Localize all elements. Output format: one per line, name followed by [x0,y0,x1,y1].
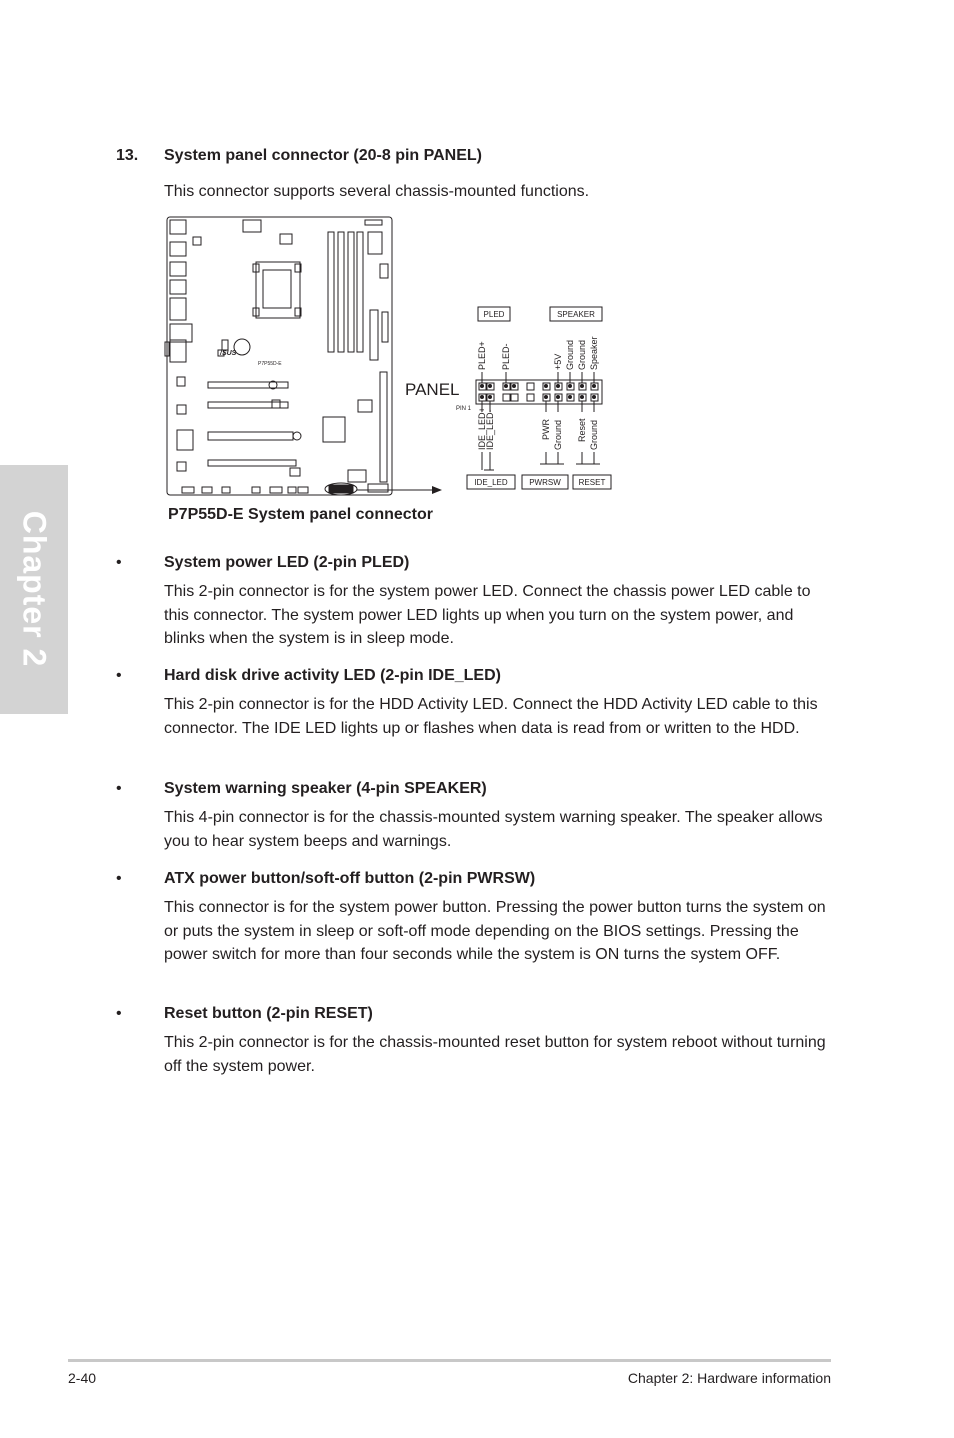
footer-divider [68,1359,831,1362]
section-intro: This connector supports several chassis-mounted functions. [164,183,590,200]
bullet-marker: • [116,780,122,797]
bullet-marker: • [116,870,122,887]
bullet-title: System power LED (2-pin PLED) [164,554,410,571]
panel-header [476,380,602,404]
bullet-body: This 2-pin connector is for the HDD Activity LED. Connect the HDD Activity LED cable to this connector. The IDE LED lights up or flashes when data is read from or written to the HDD. [164,696,818,737]
bullet-marker: • [116,554,122,571]
bullet-title: ATX power button/soft-off button (2-pin PWRSW) [164,870,536,887]
panel-connector-diagram [160,212,620,532]
bullet-title: Reset button (2-pin RESET) [164,1005,373,1022]
pin-label-speaker: Speaker [589,336,599,370]
pin-label-pled-plus: PLED+ [477,341,487,370]
pin-label-ide-led-plus: IDE_LED+ [477,407,487,450]
pled-group-label: PLED [483,310,505,319]
pwrsw-group-label: PWRSW [529,478,561,487]
bullet-title: Hard disk drive activity LED (2-pin IDE_LED) [164,667,501,684]
bullet-marker: • [116,667,122,684]
footer-chapter: Chapter 2: Hardware information [627,1370,831,1386]
pin-label-pled-minus: PLED- [501,343,511,370]
pin-label-ground-1: Ground [565,339,575,370]
section-title: System panel connector (20-8 pin PANEL) [164,147,482,164]
pin-label-plus5v: +5V [553,353,563,370]
reset-group-label: RESET [578,478,606,487]
page-number: 2-40 [68,1370,97,1386]
bullet-title: System warning speaker (4-pin SPEAKER) [164,780,487,797]
pin-label-reset: Reset [577,418,587,442]
svg-text:/SUS: /SUS [220,350,237,357]
bullet-body: This connector is for the system power button. Pressing the power button turns the system on or puts the system in sleep or soft-off mode depending on the BIOS settings. Pressing the power switch for more than four seconds while the system is ON turns the system OFF. [164,899,826,963]
pin1-label: PIN 1 [456,406,472,412]
board-label: P7P55D-E [258,361,282,367]
ide-led-group-label: IDE_LED [474,478,508,487]
pin-label-ide-led-minus: IDE_LED- [485,409,495,450]
bullet-marker: • [116,1005,122,1022]
bullet-body: This 4-pin connector is for the chassis-mounted system warning speaker. The speaker allows you to hear system beeps and warnings. [164,809,823,850]
motherboard-outline [167,217,392,495]
chapter-tab [0,465,68,714]
pin-label-pwr-ground: Ground [553,419,563,450]
diagram-caption: P7P55D-E System panel connector [168,506,433,523]
pin-label-ground-2: Ground [577,339,587,370]
bullet-body: This 2-pin connector is for the chassis-mounted reset button for system reboot without turning off the system power. [164,1034,826,1075]
section-number: 13. [116,147,139,164]
pin-label-reset-ground: Ground [589,419,599,450]
panel-label: PANEL [405,380,460,399]
speaker-group-label: SPEAKER [557,310,595,319]
chapter-tab-label: Chapter 2 [16,510,53,668]
bullet-body: This 2-pin connector is for the system power LED. Connect the chassis power LED cable to this connector. The system power LED lights up when you turn on the system power, and blinks when the system is in sleep mode. [164,583,811,647]
pin-label-pwr: PWR [541,419,551,440]
